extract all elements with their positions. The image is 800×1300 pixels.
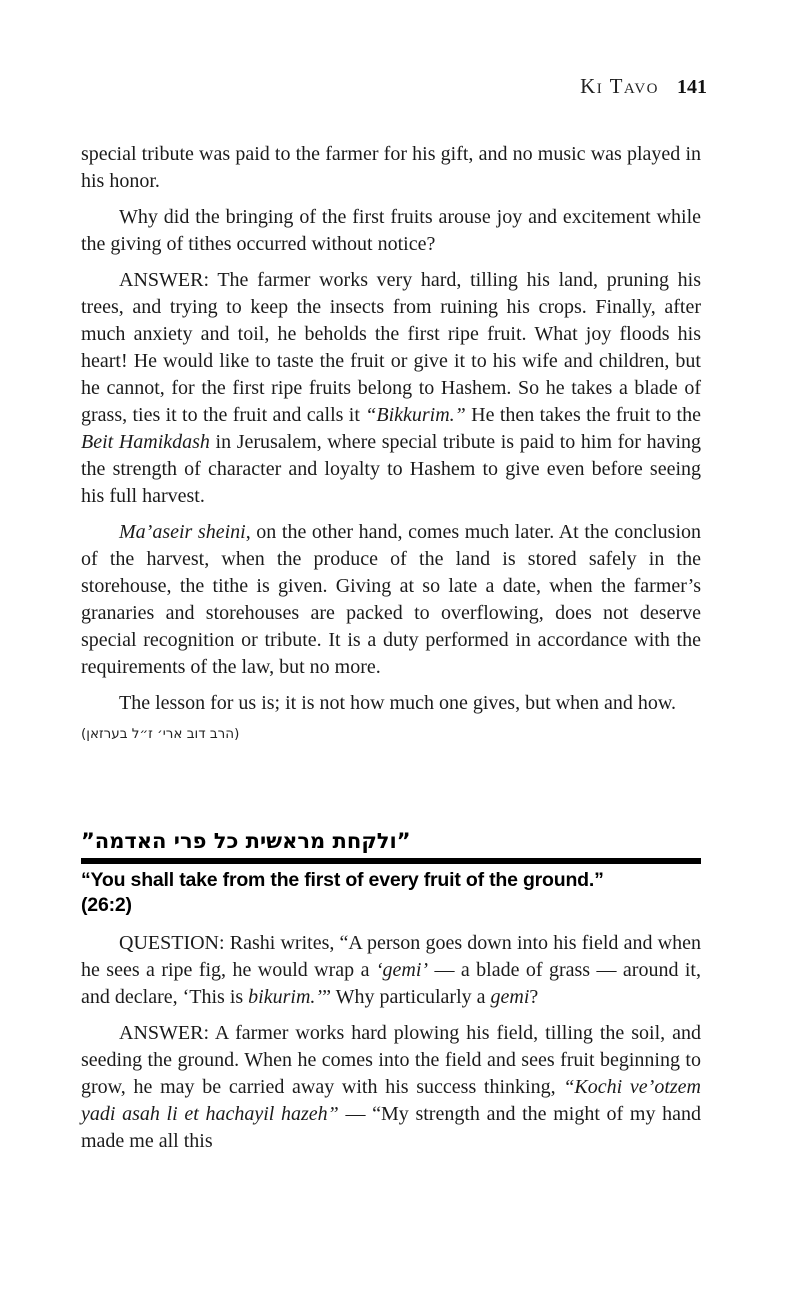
divider-rule — [81, 858, 701, 864]
chapter-title: Ki Tavo — [580, 74, 659, 98]
section-heading-english: “You shall take from the first of every fruit of the ground.” — [81, 869, 604, 891]
section-verse-reference: (26:2) — [81, 894, 132, 916]
section — [81, 827, 701, 1164]
attribution: (הרב דוב ארי׳ ז״ל בערזאן) — [81, 726, 240, 742]
paragraph: QUESTION: Rashi writes, “A person goes down into his field and when he sees a ripe fig, he would wrap a ‘gemi’ — a blade of grass — around it, and declare, ‘This is bikurim.’” Why particularly a gemi? — [81, 932, 701, 1008]
main-text-column — [81, 141, 701, 742]
paragraph: ANSWER: A farmer works hard plowing his field, tilling the soil, and seeding the ground. When he comes into the field and sees fruit beginning to grow, he may be carried away with his success thinking, “Kochi ve’otzem yadi asah li et hachayil hazeh” — “My strength and the might of my hand made me all this — [81, 1022, 701, 1152]
paragraph: Why did the bringing of the first fruits arouse joy and excitement while the giving of tithes occurred without notice? — [81, 206, 701, 255]
running-header — [81, 74, 707, 99]
paragraph: The lesson for us is; it is not how much one gives, but when and how. — [119, 692, 676, 714]
page-number: 141 — [677, 76, 707, 98]
paragraph: special tribute was paid to the farmer for his gift, and no music was played in his honor. — [81, 143, 701, 192]
paragraph: ANSWER: The farmer works very hard, tilling his land, pruning his trees, and trying to keep the insects from ruining his crops. Finally, after much anxiety and toil, he beholds the first ripe fruit. What joy floods his heart! He would like to taste the fruit or give it to his wife and children, but he cannot, for the first ripe fruits belong to Hashem. So he takes a blade of grass, ties it to the fruit and calls it “Bikkurim.” He then takes the fruit to the Beit Hamikdash in Jerusalem, where special tribute is paid to him for having the strength of character and loyalty to Hashem to give even before seeing his full harvest. — [81, 269, 701, 507]
paragraph: Ma’aseir sheini, on the other hand, comes much later. At the conclusion of the harvest, when the produce of the land is stored safely in the storehouse, the tithe is given. Giving at so late a date, when the farmer’s granaries and storehouses are packed to overflowing, does not deserve special recognition or tribute. It is a duty performed in accordance with the requirements of the law, but no more. — [81, 521, 702, 678]
section-heading-hebrew: ”ולקחת מראשית כל פרי האדמה” — [81, 829, 411, 853]
